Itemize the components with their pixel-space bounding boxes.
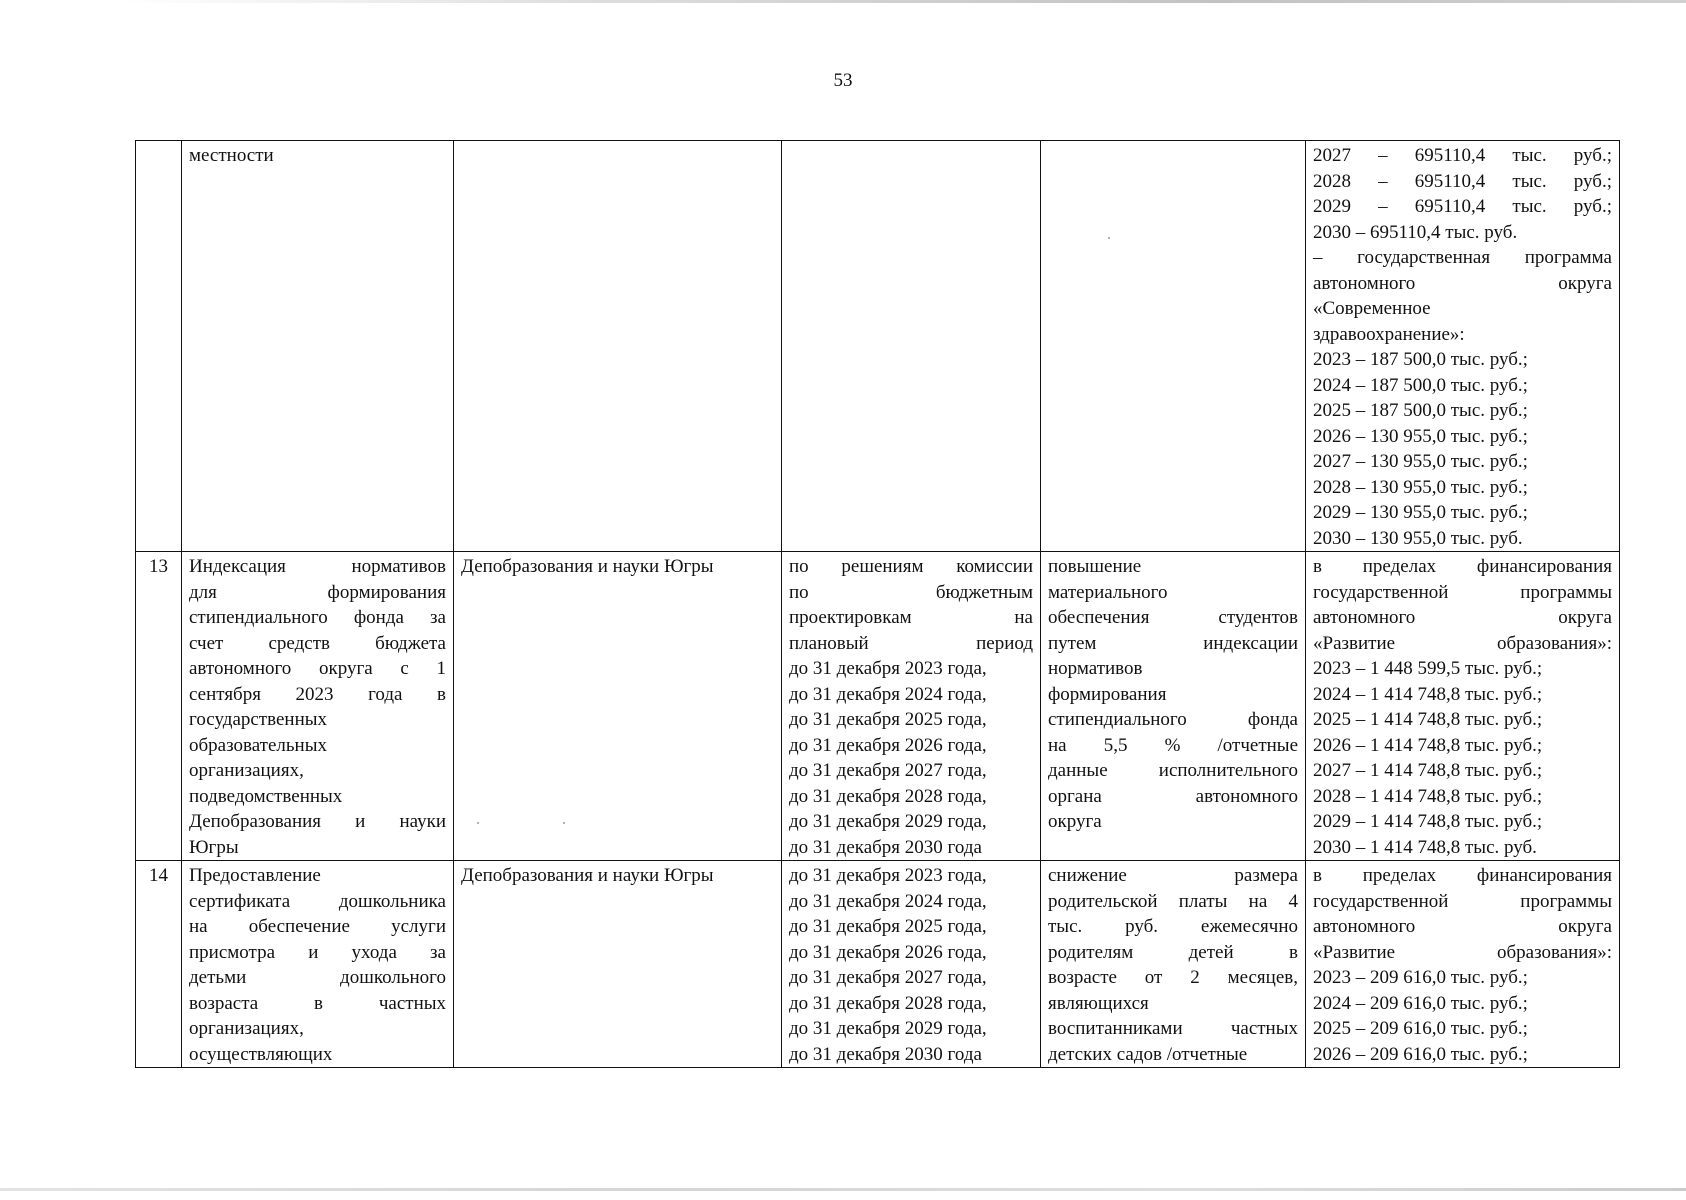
deadline-line: до 31 декабря 2025 года,	[789, 916, 987, 937]
executor-cell	[454, 861, 782, 1068]
deadline-line: по бюджетным	[789, 581, 1033, 603]
result-cell	[1041, 552, 1306, 861]
page-number: 53	[833, 70, 853, 91]
result-line: родительской платы на 4	[1048, 890, 1298, 912]
deadline-cell	[782, 141, 1041, 552]
deadline-line: до 31 декабря 2030 года	[789, 1043, 982, 1065]
measure-line: осуществляющих	[189, 1043, 333, 1065]
measure-line: присмотра и ухода за	[189, 941, 446, 963]
deadline-line: до 31 декабря 2023 года,	[789, 658, 987, 679]
financing-line: 2027 – 695110,4 тыс. руб.;	[1313, 145, 1612, 166]
measure-line: Предоставление	[189, 865, 321, 886]
measure-line: подведомственных	[189, 785, 343, 807]
scan-speck	[477, 822, 479, 824]
result-cell	[1041, 141, 1306, 552]
scan-speck	[1108, 237, 1110, 239]
deadline-cell	[782, 552, 1041, 861]
table-row	[136, 552, 1620, 861]
financing-line: – государственная программа	[1313, 247, 1612, 268]
measure-line: Югры	[189, 836, 239, 858]
financing-line: 2028 – 1 414 748,8 тыс. руб.;	[1313, 785, 1543, 807]
result-line: повышение	[1048, 556, 1142, 577]
deadline-line: до 31 декабря 2023 года,	[789, 865, 987, 886]
financing-line: 2029 – 695110,4 тыс. руб.;	[1313, 196, 1612, 217]
financing-line: автономного округа	[1313, 607, 1612, 628]
executor-cell	[454, 552, 782, 861]
measure-line: на обеспечение услуги	[189, 916, 446, 937]
table-row	[136, 861, 1620, 1068]
financing-cell	[1306, 141, 1620, 552]
financing-line: в пределах финансирования	[1313, 556, 1612, 577]
financing-line: 2030 – 695110,4 тыс. руб.	[1313, 221, 1518, 243]
deadline-line: до 31 декабря 2029 года,	[789, 1018, 987, 1039]
financing-line: 2030 – 1 414 748,8 тыс. руб.	[1313, 836, 1537, 858]
measure-line: возраста в частных	[189, 992, 446, 1014]
result-line: на 5,5 % /отчетные	[1048, 734, 1298, 756]
financing-line: 2024 – 1 414 748,8 тыс. руб.;	[1313, 683, 1543, 705]
measure-line: организациях,	[189, 760, 304, 781]
financing-line: 2027 – 1 414 748,8 тыс. руб.;	[1313, 760, 1543, 781]
executor-text: Депобразования и науки Югры	[461, 865, 714, 886]
result-line: органа автономного	[1048, 785, 1298, 807]
financing-line: «Современное	[1313, 298, 1431, 319]
financing-line: 2025 – 1 414 748,8 тыс. руб.;	[1313, 709, 1543, 730]
scan-edge-bottom	[0, 1188, 1686, 1191]
result-line: являющихся	[1048, 992, 1149, 1014]
deadline-line: до 31 декабря 2029 года,	[789, 811, 987, 832]
scan-speck	[563, 822, 565, 824]
measure-cell	[182, 552, 454, 861]
deadline-line: до 31 декабря 2026 года,	[789, 734, 987, 756]
financing-line: автономного округа	[1313, 916, 1612, 937]
result-line: обеспечения студентов	[1048, 607, 1298, 628]
table-row	[136, 141, 1620, 552]
scan-edge-top	[120, 0, 1686, 3]
financing-line: государственной программы	[1313, 890, 1612, 912]
result-line: детских садов /отчетные	[1048, 1043, 1248, 1065]
measure-line: государственных	[189, 709, 328, 730]
financing-line: 2023 – 187 500,0 тыс. руб.;	[1313, 349, 1528, 370]
financing-line: «Развитие образования»:	[1313, 941, 1612, 963]
result-line: данные исполнительного	[1048, 760, 1298, 781]
measure-line: организациях,	[189, 1018, 304, 1039]
financing-line: автономного округа	[1313, 272, 1612, 294]
result-line: воспитанниками частных	[1048, 1018, 1298, 1039]
deadline-line: до 31 декабря 2027 года,	[789, 967, 987, 988]
result-line: формирования	[1048, 683, 1167, 705]
result-cell	[1041, 861, 1306, 1068]
deadline-line: до 31 декабря 2024 года,	[789, 683, 987, 705]
deadline-line: до 31 декабря 2028 года,	[789, 785, 987, 807]
measure-cell	[182, 141, 454, 552]
financing-cell	[1306, 552, 1620, 861]
financing-line: 2023 – 209 616,0 тыс. руб.;	[1313, 967, 1528, 988]
financing-line: «Развитие образования»:	[1313, 632, 1612, 654]
financing-line: государственной программы	[1313, 581, 1612, 603]
row-number: 13	[149, 556, 168, 577]
measure-line: Индексация нормативов	[189, 556, 446, 577]
measure-line: Депобразования и науки	[189, 811, 446, 832]
financing-line: здравоохранение»:	[1313, 323, 1465, 345]
measure-cell	[182, 861, 454, 1068]
result-line: материального	[1048, 581, 1168, 603]
measures-table	[135, 140, 1620, 1068]
result-line: путем индексации	[1048, 632, 1298, 654]
executor-text: Депобразования и науки Югры	[461, 556, 714, 577]
financing-line: 2026 – 130 955,0 тыс. руб.;	[1313, 425, 1528, 447]
financing-line: 2025 – 187 500,0 тыс. руб.;	[1313, 400, 1528, 421]
result-line: родителям детей в	[1048, 941, 1298, 963]
row-number-cell	[136, 861, 182, 1068]
measure-line: стипендиального фонда за	[189, 607, 446, 628]
deadline-line: по решениям комиссии	[789, 556, 1033, 577]
result-line: возрасте от 2 месяцев,	[1048, 967, 1298, 988]
deadline-line: до 31 декабря 2027 года,	[789, 760, 987, 781]
financing-line: 2026 – 1 414 748,8 тыс. руб.;	[1313, 734, 1543, 756]
measure-line: детьми дошкольного	[189, 967, 446, 988]
financing-line: 2028 – 695110,4 тыс. руб.;	[1313, 170, 1612, 192]
financing-line: 2024 – 187 500,0 тыс. руб.;	[1313, 374, 1528, 396]
result-line: нормативов	[1048, 658, 1143, 679]
deadline-line: проектировкам на	[789, 607, 1033, 628]
executor-cell	[454, 141, 782, 552]
result-line: тыс. руб. ежемесячно	[1048, 916, 1298, 937]
deadline-line: до 31 декабря 2026 года,	[789, 941, 987, 963]
deadline-line: плановый период	[789, 632, 1033, 654]
measure-line: для формирования	[189, 581, 446, 603]
measure-line: счет средств бюджета	[189, 632, 446, 654]
result-line: стипендиального фонда	[1048, 709, 1298, 730]
measure-line: сентября 2023 года в	[189, 683, 446, 705]
financing-line: 2028 – 130 955,0 тыс. руб.;	[1313, 476, 1528, 498]
financing-line: 2029 – 1 414 748,8 тыс. руб.;	[1313, 811, 1543, 832]
financing-line: 2027 – 130 955,0 тыс. руб.;	[1313, 451, 1528, 472]
financing-line: 2030 – 130 955,0 тыс. руб.	[1313, 527, 1523, 549]
financing-line: 2023 – 1 448 599,5 тыс. руб.;	[1313, 658, 1543, 679]
deadline-cell	[782, 861, 1041, 1068]
financing-cell	[1306, 861, 1620, 1068]
financing-line: 2026 – 209 616,0 тыс. руб.;	[1313, 1043, 1528, 1065]
deadline-line: до 31 декабря 2028 года,	[789, 992, 987, 1014]
financing-line: в пределах финансирования	[1313, 865, 1612, 886]
result-line: снижение размера	[1048, 865, 1298, 886]
deadline-line: до 31 декабря 2030 года	[789, 836, 982, 858]
financing-line: 2025 – 209 616,0 тыс. руб.;	[1313, 1018, 1528, 1039]
measure-line: местности	[189, 145, 274, 166]
financing-line: 2024 – 209 616,0 тыс. руб.;	[1313, 992, 1528, 1014]
row-number: 14	[149, 865, 168, 886]
measure-line: сертификата дошкольника	[189, 890, 446, 912]
deadline-line: до 31 декабря 2025 года,	[789, 709, 987, 730]
row-number-cell	[136, 552, 182, 861]
deadline-line: до 31 декабря 2024 года,	[789, 890, 987, 912]
result-line: округа	[1048, 811, 1102, 832]
row-number-cell	[136, 141, 182, 552]
measure-line: образовательных	[189, 734, 327, 756]
financing-line: 2029 – 130 955,0 тыс. руб.;	[1313, 502, 1528, 523]
measure-line: автономного округа с 1	[189, 658, 446, 679]
table-body	[136, 141, 1620, 1068]
